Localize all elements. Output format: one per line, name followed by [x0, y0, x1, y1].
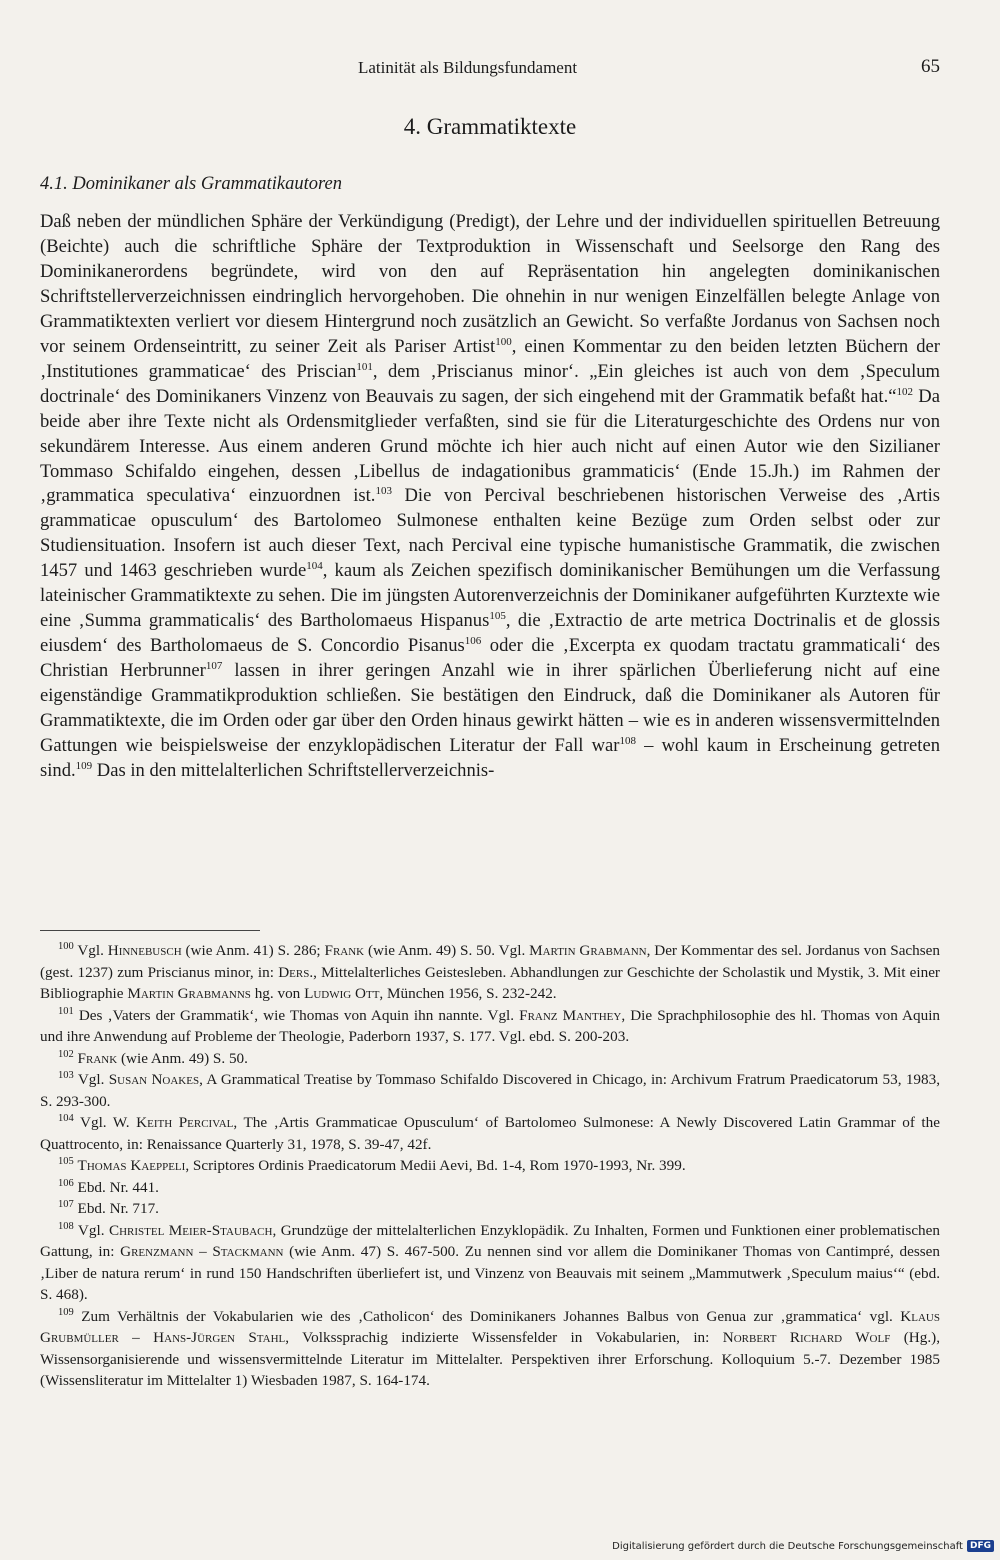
footnote-number: 105 — [58, 1155, 74, 1167]
body-text-run: Die von Percival beschriebenen historischen Verweise des ‚Artis grammaticae opusculum‘ des Bartolomeo Sulmonese enthalten keine Bezüge zum Orden selbst oder zur Studiensituation. Insofern ist auch dieser Text, nach Percival eine typische humanistische Grammatik, die zwischen 1457 und 1463 geschrieben wurde — [40, 485, 940, 582]
footnote-divider — [40, 930, 260, 931]
body-text-run: , kaum als Zeichen spezifisch dominikanischer Bemühungen um die Verfassung lateinischer Grammatiktexte zu sehen. Die im jüngsten Autorenverzeichnis der Dominikaner aufgeführten Kurztexte wie eine ‚Summa grammaticalis‘ des Bartholomaeus Hispanus — [40, 560, 940, 632]
footnote-ref[interactable]: 100 — [495, 335, 512, 348]
footnote-ref[interactable]: 109 — [75, 759, 93, 772]
author-name: Frank — [324, 942, 365, 959]
footnote — [40, 1198, 940, 1220]
body-text-run: lassen in ihrer geringen Anzahl wie in ihrer spärlichen Überlieferung nicht auf eine eigenständige Grammatikproduktion schließen. Sie bestätigen den Eindruck, daß die Dominikaner als Autoren für Grammatiktexte, die im Orden oder gar über den Orden hinaus gewirkt hätten – wie es in anderen wissensvermittelnden Gattungen wie beispielsweise der enzyklopädischen Literatur der Fall war — [40, 660, 940, 757]
author-name: Norbert Richard Wolf — [722, 1329, 891, 1346]
author-name: Ludwig Ott — [304, 985, 380, 1002]
footnote-text: (wie Anm. 49) S. 50. — [117, 1049, 248, 1067]
footnote-text: (Hg.), Wissensorganisierende und wissensvermittelnde Literatur im Mittelalter. Perspektiven ihrer Erforschung. Kolloquium 5.-7. Dezember 1985 (Wissensliteratur im Mittelalter 1) Wiesbaden 1987, S. 164-174. — [40, 1329, 940, 1389]
body-text-run: , die ‚Extractio de arte metrica Doctrinalis et de glossis eiusdem‘ des Bartholomaeus de S. Concordio Pisanus — [40, 610, 940, 657]
footnote — [40, 1069, 940, 1112]
footnote-ref[interactable]: 104 — [306, 560, 323, 573]
book-page — [40, 0, 940, 1560]
section-title: 4. Grammatiktexte — [403, 114, 577, 139]
author-name: Susan Noakes — [108, 1071, 200, 1088]
body-text-run: , dem ‚Priscianus minor‘. „Ein gleiches ist auch von dem ‚Speculum doctrinale‘ des Dominikaners Vinzenz von Beauvais zu sagen, der sich eingehend mit der Grammatik befaßt hat.“ — [40, 360, 940, 407]
author-name: Keith Percival — [136, 1114, 234, 1131]
footnote-ref[interactable]: 101 — [356, 360, 373, 373]
footnote-text: , Die Sprachphilosophie des hl. Thomas von Aquin und ihre Anwendung auf Probleme der Theologie, Paderborn 1937, S. 177. Vgl. ebd. S. 200-203. — [40, 1006, 941, 1045]
footnote-number: 108 — [58, 1220, 74, 1232]
footnote-text: Des ‚Vaters der Grammatik‘, wie Thomas von Aquin ihn nannte. Vgl. — [78, 1006, 520, 1024]
footnote-text: (wie Anm. 47) S. 467-500. Zu nennen sind vor allem die Dominikaner Thomas von Cantimpré, dessen ‚Liber de natura rerum‘ in rund 150 Handschriften überliefert ist, und Vinzenz von Beauvais mit seinem „Mammutwerk ‚Speculum maius‘“ (ebd. S. 468). — [40, 1243, 940, 1303]
footnote — [40, 1112, 940, 1155]
footnote-text: , Mittelalterliches Geistesleben. Abhandlungen zur Geschichte der Scholastik und Mystik, 3. Mit einer Bibliographie — [40, 963, 940, 1002]
body-text-run: – wohl kaum in Erscheinung getreten sind. — [40, 735, 940, 781]
body-text-run: Daß neben der mündlichen Sphäre der Verkündigung (Predigt), der Lehre und der individuellen spirituellen Betreuung (Beichte) auch die schriftliche Sphäre der Textproduktion in Wissenschaft und Seelsorge den Rang des Dominikanerordens begründete, wird von den auf Repräsentation hin angelegten dominikanischen Schriftstellerverzeichnissen eindringlich hervorgehoben. Die ohnehin in nur wenigen Einzelfällen belegte Anlage von Grammatiktexten verliert vor diesem Hintergrund noch zusätzlich an Gewicht. So verfaßte Jordanus von Sachsen noch vor seinem Ordenseintritt, zu seiner Zeit als Pariser Artist — [40, 211, 940, 357]
footnote-text: , München 1956, S. 232-242. — [379, 985, 557, 1002]
footnote-number: 102 — [58, 1048, 74, 1060]
dfg-logo: DFG — [967, 1540, 994, 1552]
author-name: Martin Grabmann — [529, 942, 647, 959]
footnote — [40, 1177, 940, 1199]
footnote-ref[interactable]: 102 — [896, 385, 914, 398]
author-name: Grenzmann – Stackmann — [120, 1243, 284, 1260]
body-text-run: oder die ‚Excerpta ex quodam tractatu grammaticali‘ des Christian Herbrunner — [40, 635, 941, 682]
footnote-text: Vgl. — [77, 942, 108, 959]
footnote-text: Vgl. — [77, 1221, 109, 1239]
footnote-text: (wie Anm. 41) S. 286; — [181, 942, 325, 959]
body-text-run: Das in den mittelalterlichen Schriftstellerverzeichnis- — [92, 759, 495, 781]
subsection-title: 4.1. Dominikaner als Grammatikautoren — [40, 174, 342, 194]
footnote-text: , A Grammatical Treatise by Tommaso Schifaldo Discovered in Chicago, in: Archivum Fratrum Praedicatorum 53, 1983, S. 293-300. — [40, 1071, 940, 1110]
footnote-number: 106 — [58, 1177, 74, 1189]
footnote — [40, 940, 940, 1005]
body-text-run: Da beide aber ihre Texte nicht als Ordensmitglieder verfaßten, sind sie für die Literaturgeschichte des Ordens nur von sekundärem Interesse. Aus einem anderen Grund möchte ich hier auch nicht auf einen Autor wie den Sizilianer Tommaso Schifaldo eingehen, dessen ‚Libellus de indagationibus grammaticis‘ (Ende 15.Jh.) im Rahmen der ‚grammatica speculativa‘ einzuordnen ist. — [40, 385, 940, 507]
footnote-ref[interactable]: 107 — [205, 659, 223, 672]
author-name: Christel Meier-Staubach — [108, 1221, 273, 1239]
footnote-number: 101 — [58, 1005, 74, 1017]
page-number: 65 — [921, 56, 940, 77]
footnote-text: (wie Anm. 49) S. 50. Vgl. — [364, 942, 530, 959]
footnote-number: 107 — [58, 1198, 74, 1210]
funding-note: Digitalisierung gefördert durch die Deutsche Forschungsgemeinschaft — [612, 1540, 963, 1552]
footnote-text: Ebd. Nr. 441. — [77, 1178, 159, 1196]
author-name: Klaus Grubmüller – Hans-Jürgen Stahl — [40, 1307, 940, 1346]
footnote-text: Zum Verhältnis der Vokabularien wie des ‚Catholicon‘ des Dominikaners Johannes Balbus von Genua zur ‚grammatica‘ vgl. — [81, 1307, 901, 1325]
footnote-text: Vgl. W. — [80, 1114, 137, 1131]
footnote-ref[interactable]: 108 — [619, 734, 636, 747]
footnote-text: , The ‚Artis Grammaticae Opusculum‘ of Bartolomeo Sulmonese: A Newly Discovered Latin Grammar of the Quattrocento, in: Renaissance Quarterly 31, 1978, S. 39-47, 42f. — [40, 1114, 940, 1153]
funding-footer — [612, 1540, 994, 1552]
running-title: Latinität als Bildungsfundament — [358, 58, 578, 77]
footnote-number: 100 — [58, 940, 74, 952]
body-text-run: , einen Kommentar zu den beiden letzten Büchern der ‚Institutiones grammaticae‘ des Priscian — [40, 335, 940, 382]
footnote-text: Ebd. Nr. 717. — [77, 1200, 159, 1217]
author-name: Martin Grabmanns — [127, 985, 251, 1002]
footnote-ref[interactable]: 103 — [375, 485, 392, 498]
author-name: Frank — [77, 1049, 118, 1067]
footnote-number: 109 — [58, 1306, 74, 1318]
footnote-text: , Grundzüge der mittelalterlichen Enzyklopädik. Zu Inhalten, Formen und Funktionen einer problematischen Gattung, in: — [40, 1221, 940, 1260]
footnote-text: , Volkssprachig indizierte Wissensfelder in Vokabularien, in: — [285, 1329, 723, 1346]
author-name: Franz Manthey — [519, 1006, 622, 1024]
footnote — [40, 1005, 940, 1048]
footnote-number: 104 — [58, 1112, 74, 1124]
footnote-ref[interactable]: 105 — [489, 610, 506, 623]
author-name: Ders. — [278, 963, 314, 981]
footnote-number: 103 — [58, 1069, 74, 1081]
author-name: Hinnebusch — [107, 942, 182, 959]
footnote-text: hg. von — [250, 985, 305, 1002]
footnote-text: Vgl. — [77, 1071, 109, 1088]
author-name: Thomas Kaeppeli — [77, 1157, 186, 1174]
footnotes — [40, 940, 940, 1392]
footnote — [40, 1220, 940, 1306]
footnote-ref[interactable]: 106 — [464, 635, 482, 648]
body-paragraph — [40, 210, 940, 784]
footnote — [40, 1048, 940, 1070]
footnote-text: , Scriptores Ordinis Praedicatorum Medii Aevi, Bd. 1-4, Rom 1970-1993, Nr. 399. — [185, 1157, 686, 1174]
footnote — [40, 1306, 940, 1392]
footnote — [40, 1155, 940, 1177]
footnote-text: , Der Kommentar des sel. Jordanus von Sachsen (gest. 1237) zum Priscianus minor, in: — [40, 942, 941, 981]
